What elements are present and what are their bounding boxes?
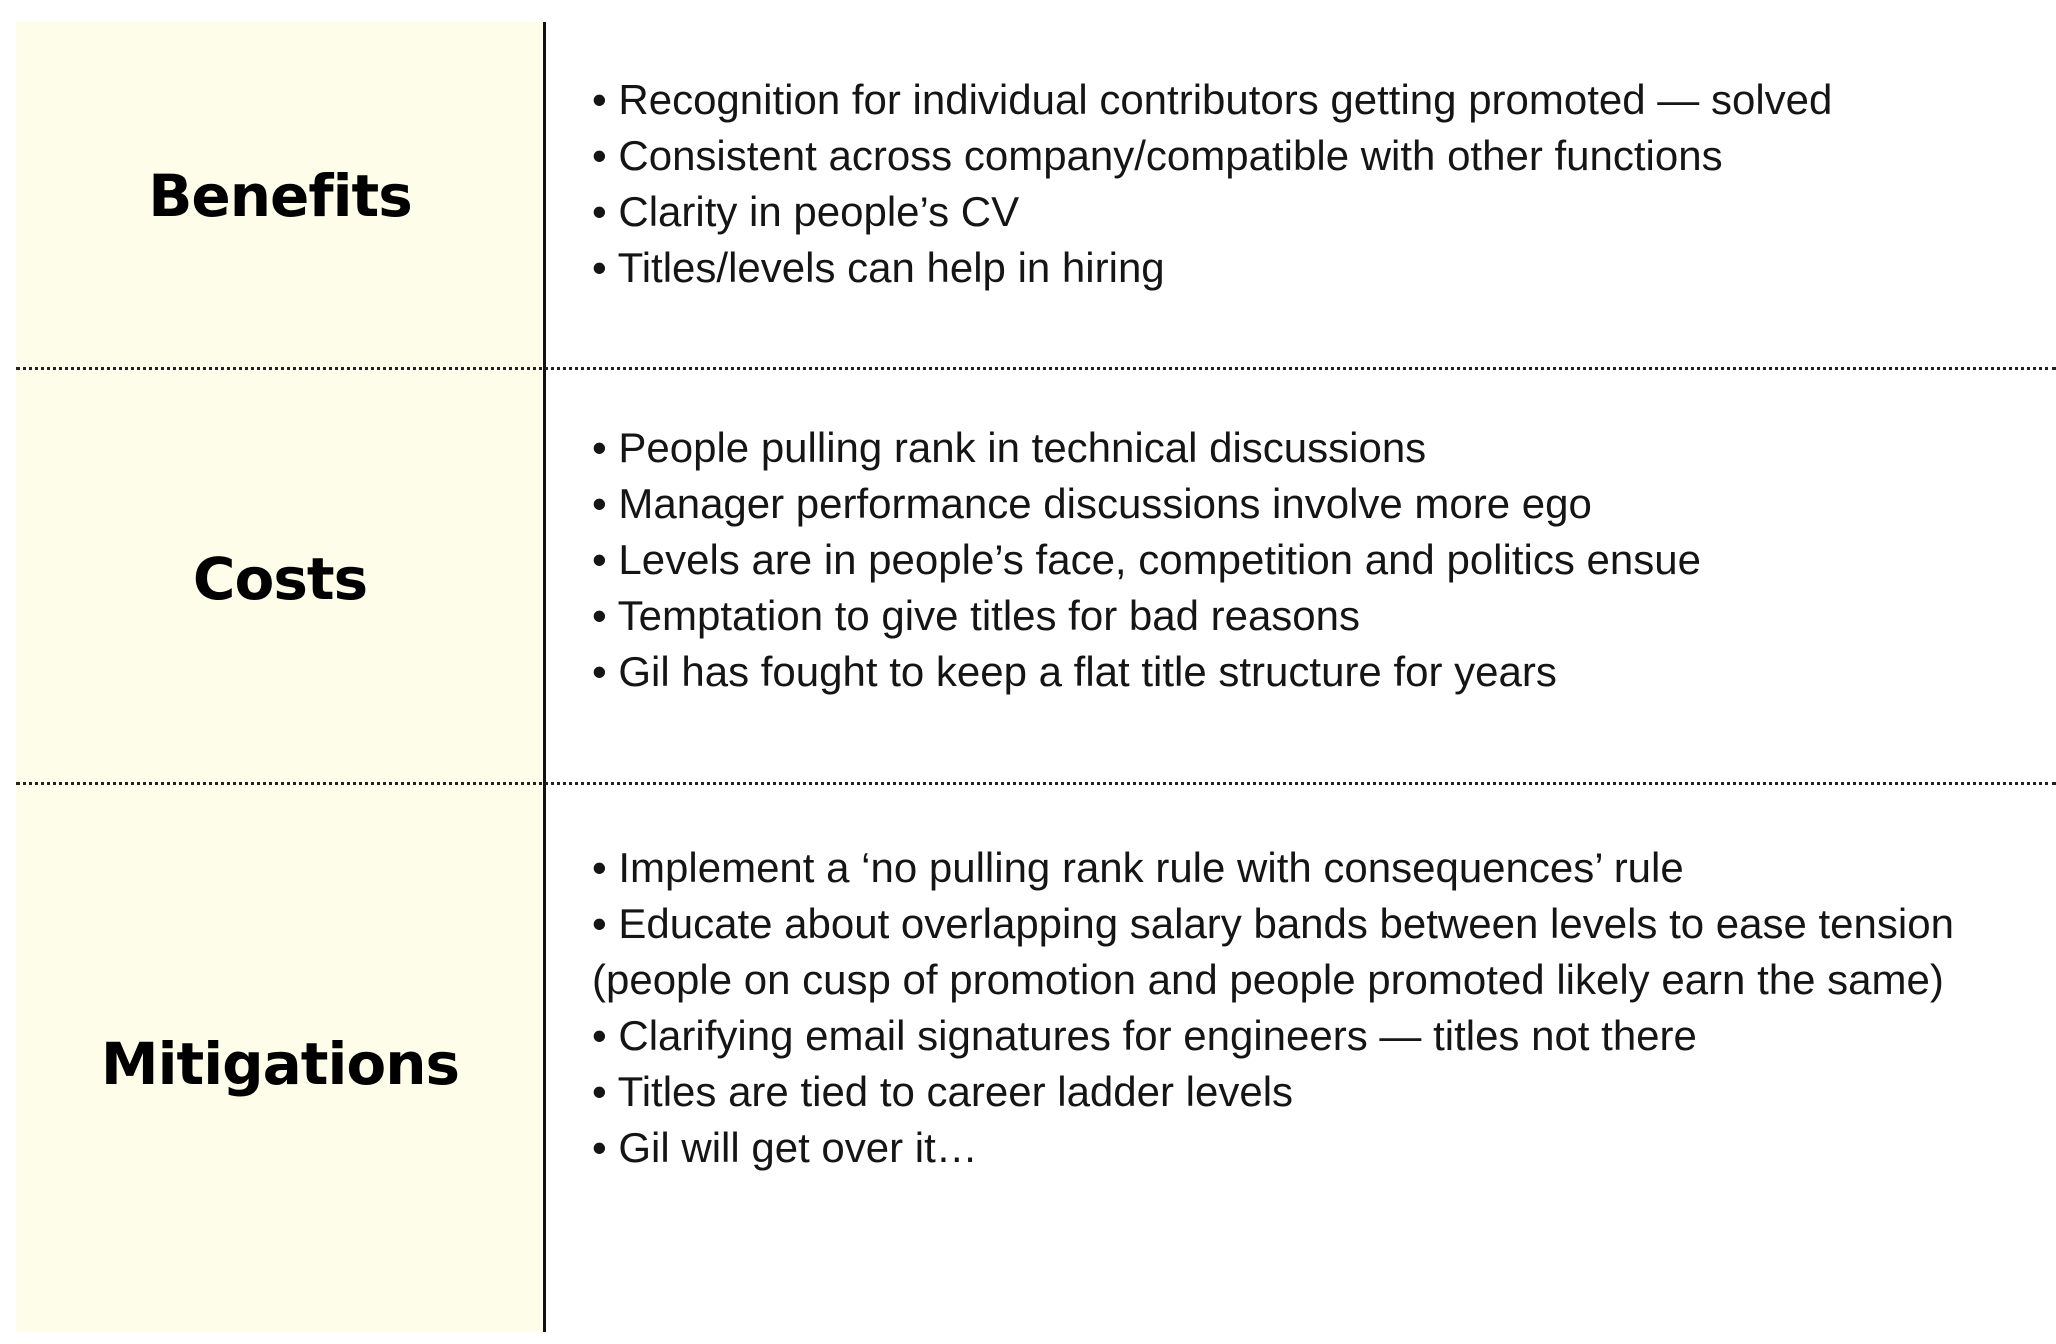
list-item: • Educate about overlapping salary bands between levels to ease tension <box>592 900 1954 947</box>
list-item: • Clarifying email signatures for engineers — titles not there <box>592 1012 1697 1059</box>
list-item: • Temptation to give titles for bad reasons <box>592 592 1361 639</box>
list-item: • Titles are tied to career ladder levels <box>592 1068 1294 1115</box>
list-item: • Manager performance discussions involve more ego <box>592 480 1592 527</box>
list-item: • Levels are in people’s face, competition and politics ensue <box>592 536 1701 583</box>
benefits-list <box>592 72 1832 296</box>
list-item: • Titles/levels can help in hiring <box>592 244 1165 291</box>
costs-heading: Costs <box>192 545 368 613</box>
benefits-heading: Benefits <box>148 162 412 230</box>
mitigations-heading: Mitigations <box>100 1030 460 1098</box>
list-item: • Consistent across company/compatible with other functions <box>592 132 1723 179</box>
list-item: (people on cusp of promotion and people promoted likely earn the same) <box>592 956 1944 1003</box>
row-divider-costs-mitigations <box>16 782 2056 785</box>
mitigations-list <box>592 840 1954 1176</box>
row-divider-benefits-costs <box>16 367 2056 370</box>
list-item: • Recognition for individual contributors getting promoted — solved <box>592 76 1833 123</box>
list-item: • Gil has fought to keep a flat title structure for years <box>592 648 1557 695</box>
list-item: • People pulling rank in technical discussions <box>592 424 1427 471</box>
list-item: • Gil will get over it… <box>592 1124 978 1171</box>
costs-list <box>592 420 1701 700</box>
list-item: • Clarity in people’s CV <box>592 188 1020 235</box>
list-item: • Implement a ‘no pulling rank rule with consequences’ rule <box>592 844 1684 891</box>
